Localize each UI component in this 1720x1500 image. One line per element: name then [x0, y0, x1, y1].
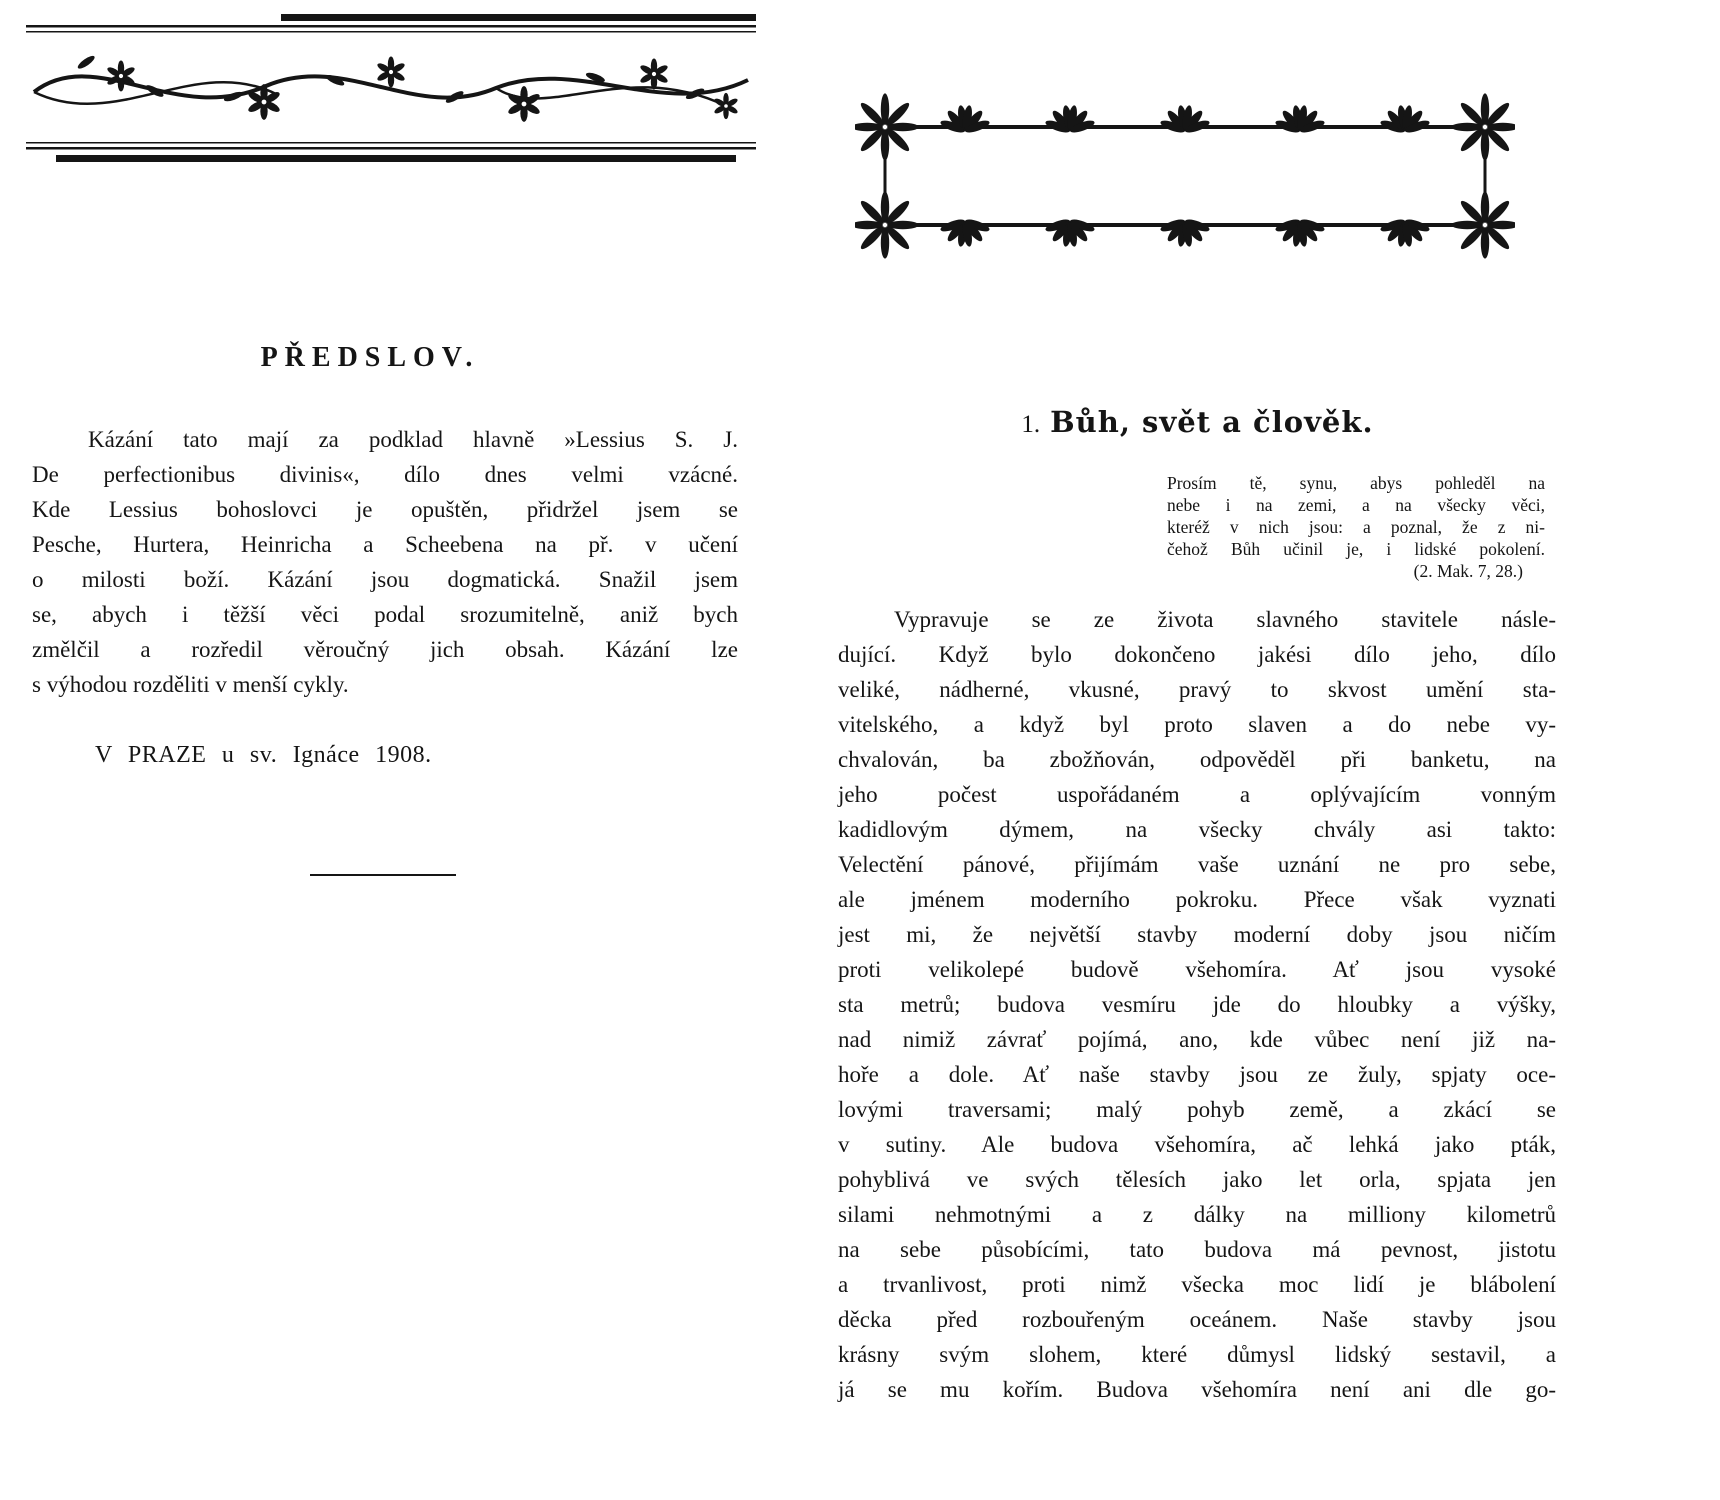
- text-line: a trvanlivost, proti nimž všecka moc lidí je blábolení: [838, 1272, 1556, 1297]
- text-line: o milosti boží. Kázání jsou dogmatická. Snažil jsem: [32, 567, 738, 592]
- text-line: nebe i na zemi, a na všecky věci,: [1167, 495, 1545, 515]
- text-line: krásny svým slohem, které důmysl lidský sestavil, a: [838, 1342, 1556, 1367]
- text-line: sta metrů; budova vesmíru jde do hloubky a výšky,: [838, 992, 1556, 1017]
- section-divider-rule: [310, 874, 456, 876]
- laurel-wreath-frame-ornament: [855, 85, 1515, 265]
- text-line: Pesche, Hurtera, Heinricha a Scheebena na př. v učení: [32, 532, 738, 557]
- text-line: Kázání tato mají za podklad hlavně »Lessius S. J.: [88, 427, 738, 452]
- text-line: Velectění pánové, přijímám vaše uznání ne pro sebe,: [838, 852, 1556, 877]
- text-line: čehož Bůh učinil je, i lidské pokolení.: [1167, 539, 1545, 559]
- text-line: jeho počest uspořádaném a oplývajícím vonným: [838, 782, 1556, 807]
- chapter-title: Bůh, svět a člověk.: [1050, 405, 1374, 439]
- text-line: Kde Lessius bohoslovci je opuštěn, přidržel jsem se: [32, 497, 738, 522]
- text-line: lovými traversami; malý pohyb země, a zkácí se: [838, 1097, 1556, 1122]
- text-line: kteréž v nich jsou: a poznal, že z ni-: [1167, 517, 1545, 537]
- text-line: děcka před rozbouřeným oceánem. Naše stavby jsou: [838, 1307, 1556, 1332]
- epigraph-source: (2. Mak. 7, 28.): [1413, 561, 1523, 581]
- epigraph-block: [1167, 472, 1545, 582]
- text-line: vitelského, a když byl proto slaven a do nebe vy-: [838, 712, 1556, 737]
- text-line: kadidlovým dýmem, na všecky chvály asi takto:: [838, 817, 1556, 842]
- text-line: Prosím tě, synu, abys pohleděl na: [1167, 473, 1545, 493]
- imprint-line: V PRAZE u sv. Ignáce 1908.: [95, 742, 432, 768]
- text-line: pohyblivá ve svých tělesích jako let orla, spjata jen: [838, 1167, 1556, 1192]
- text-line: nad nimiž závrať pojímá, ano, kde vůbec není již na-: [838, 1027, 1556, 1052]
- text-line: jest mi, že největší stavby moderní doby jsou ničím: [838, 922, 1556, 947]
- text-line: De perfectionibus divinis«, dílo dnes velmi vzácné.: [32, 462, 738, 487]
- text-line: dující. Když bylo dokončeno jakési dílo jeho, dílo: [838, 642, 1556, 667]
- text-line: ale jménem moderního pokroku. Přece však vyznati: [838, 887, 1556, 912]
- text-line: já se mu kořím. Budova všehomíra není ani dle go-: [838, 1377, 1556, 1402]
- text-line: s výhodou rozděliti v menší cykly.: [32, 672, 349, 697]
- text-line: v sutiny. Ale budova všehomíra, ač lehká jako pták,: [838, 1132, 1556, 1157]
- chapter-heading: [840, 405, 1555, 440]
- text-line: hoře a dole. Ať naše stavby jsou ze žuly, spjaty oce-: [838, 1062, 1556, 1087]
- text-line: se, abych i těžší věci podal srozumitelně, aniž bych: [32, 602, 738, 627]
- text-line: chvalován, ba zbožňován, odpověděl při banketu, na: [838, 747, 1556, 772]
- floral-vine-headpiece-ornament: [26, 14, 756, 166]
- text-line: veliké, nádherné, vkusné, pravý to skvost umění sta-: [838, 677, 1556, 702]
- text-line: změlčil a rozředil věroučný jich obsah. Kázání lze: [32, 637, 738, 662]
- chapter-number: 1.: [1021, 411, 1041, 438]
- chapter-body: [838, 602, 1556, 1407]
- preface-paragraph: [32, 422, 738, 702]
- text-line: Vypravuje se ze života slavného stavitele násle-: [894, 607, 1556, 632]
- text-line: proti velikolepé budově všehomíra. Ať jsou vysoké: [838, 957, 1556, 982]
- text-line: na sebe působícími, tato budova má pevnost, jistotu: [838, 1237, 1556, 1262]
- text-line: silami nehmotnými a z dálky na milliony kilometrů: [838, 1202, 1556, 1227]
- preface-heading: PŘEDSLOV.: [260, 342, 480, 373]
